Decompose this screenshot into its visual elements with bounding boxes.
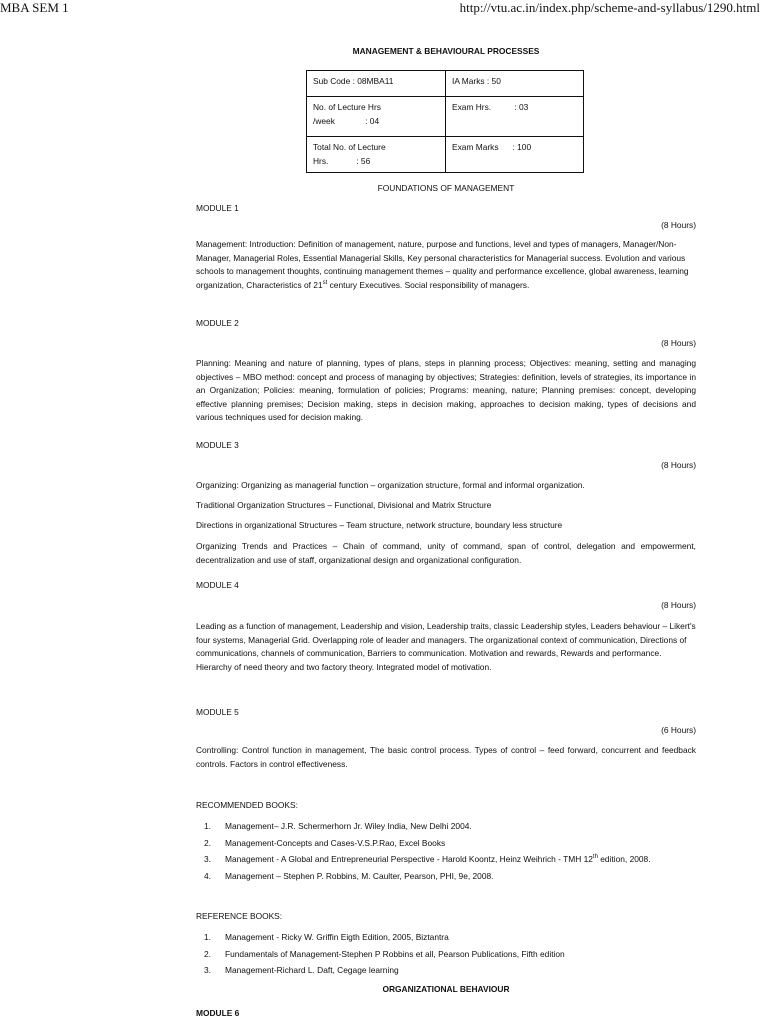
lecture-hours-cell: No. of Lecture Hrs /week : 04 bbox=[307, 97, 446, 137]
recommended-books-title: RECOMMENDED BOOKS: bbox=[196, 800, 298, 810]
module-3-para-1: Organizing: Organizing as managerial function – organization structure, formal and informal organization. bbox=[196, 480, 585, 490]
module-1-title: MODULE 1 bbox=[196, 203, 239, 213]
module-2-hours: (8 Hours) bbox=[661, 338, 696, 348]
list-item: 2. Fundamentals of Management-Stephen P Robbins et all, Pearson Publications, Fifth edition bbox=[204, 948, 565, 959]
list-item: 2. Management-Concepts and Cases-V.S.P.Rao, Excel Books bbox=[204, 837, 446, 848]
module-3-para-4: Organizing Trends and Practices – Chain of command, unity of command, span of control, delegation and empowerment, decentralization and use of staff, organizational design and organizational configuration. bbox=[196, 541, 696, 565]
module-5-content: Controlling: Control function in management, The basic control process. Types of control – feed forward, concurrent and feedback controls. Factors in control effectiveness. bbox=[196, 745, 696, 769]
recommended-books-list bbox=[196, 820, 696, 886]
exam-marks-cell: Exam Marks : 100 bbox=[446, 137, 584, 173]
ia-marks-cell: IA Marks : 50 bbox=[446, 71, 584, 97]
sub-code-cell: Sub Code : 08MBA11 bbox=[307, 71, 446, 97]
page-header-url[interactable]: http://vtu.ac.in/index.php/scheme-and-syllabus/1290.html bbox=[459, 0, 760, 15]
module-3-para-2: Traditional Organization Structures – Functional, Divisional and Matrix Structure bbox=[196, 500, 492, 510]
list-item: 3. Management-Richard L. Daft, Cegage learning bbox=[204, 965, 399, 975]
list-item: 1. Management– J.R. Schermerhorn Jr. Wiley India, New Delhi 2004. bbox=[204, 821, 472, 831]
list-item: 3. Management - A Global and Entrepreneurial Perspective - Harold Koontz, Heinz Weihrich - TMH 12th edition, 2008. bbox=[204, 854, 651, 864]
total-lecture-hours-cell: Total No. of Lecture Hrs. : 56 bbox=[307, 137, 446, 173]
module-4-content: Leading as a function of management, Leadership and vision, Leadership traits, classic Leadership styles, Leaders behaviour – Likert's four systems, Managerial Grid. Overlapping role of leader and managers. The organizational context of communication, Directions of communications, channels of communication, Barriers to communication. Motivation and rewards, Rewards and performance. Hierarchy of need theory and two factory theory. Integrated model of motivation. bbox=[196, 621, 696, 672]
reference-books-title: REFERENCE BOOKS: bbox=[196, 911, 283, 921]
module-3-para-3: Directions in organizational Structures – Team structure, network structure, boundary less structure bbox=[196, 520, 563, 530]
page-header-left: MBA SEM 1 bbox=[0, 0, 69, 15]
section-heading-organizational-behaviour: ORGANIZATIONAL BEHAVIOUR bbox=[382, 984, 510, 994]
module-4-title: MODULE 4 bbox=[196, 580, 239, 590]
module-2-title: MODULE 2 bbox=[196, 318, 239, 328]
module-3-title: MODULE 3 bbox=[196, 440, 239, 450]
module-4-hours: (8 Hours) bbox=[661, 600, 696, 610]
list-item: 4. Management – Stephen P. Robbins, M. Caulter, Pearson, PHI, 9e, 2008. bbox=[204, 870, 494, 881]
module-3-hours: (8 Hours) bbox=[661, 460, 696, 470]
module-1-content: Management: Introduction: Definition of management, nature, purpose and functions, level and types of managers, Manager/Non-Manager, Managerial Roles, Essential Managerial Skills, Key personal characteristics for Managerial success. Evolution and various schools to management thoughts, continuing management themes – quality and performance excellence, global awareness, learning organization, Characteristics of 21st century Executives. Social responsibility of managers. bbox=[196, 239, 689, 290]
list-item: 1. Management - Ricky W. Griffin Eigth Edition, 2005, Biztantra bbox=[204, 932, 449, 942]
module-5-hours: (6 Hours) bbox=[661, 725, 696, 735]
module-2-content: Planning: Meaning and nature of planning, types of plans, steps in planning process; Objectives: meaning, setting and managing objectives – MBO method: concept and process of managing by objectives; Strategies: definition, levels of strategies, its importance in an Organization; Policies: meaning, formulation of policies; Programs: meaning, nature; Planning premises: concept, developing effective planning premises; Decision making, steps in decision making, approaches to decision making, types of decisions and various techniques used for decision making. bbox=[196, 358, 696, 422]
module-5-title: MODULE 5 bbox=[196, 707, 239, 717]
course-info-table bbox=[306, 70, 584, 173]
module-6-title: MODULE 6 bbox=[196, 1008, 240, 1018]
module-1-hours: (8 Hours) bbox=[661, 220, 696, 230]
exam-hours-cell: Exam Hrs. : 03 bbox=[446, 97, 584, 137]
section-heading-foundations: FOUNDATIONS OF MANAGEMENT bbox=[377, 183, 515, 193]
document-title: MANAGEMENT & BEHAVIOURAL PROCESSES bbox=[352, 46, 540, 56]
reference-books-list bbox=[196, 931, 696, 981]
